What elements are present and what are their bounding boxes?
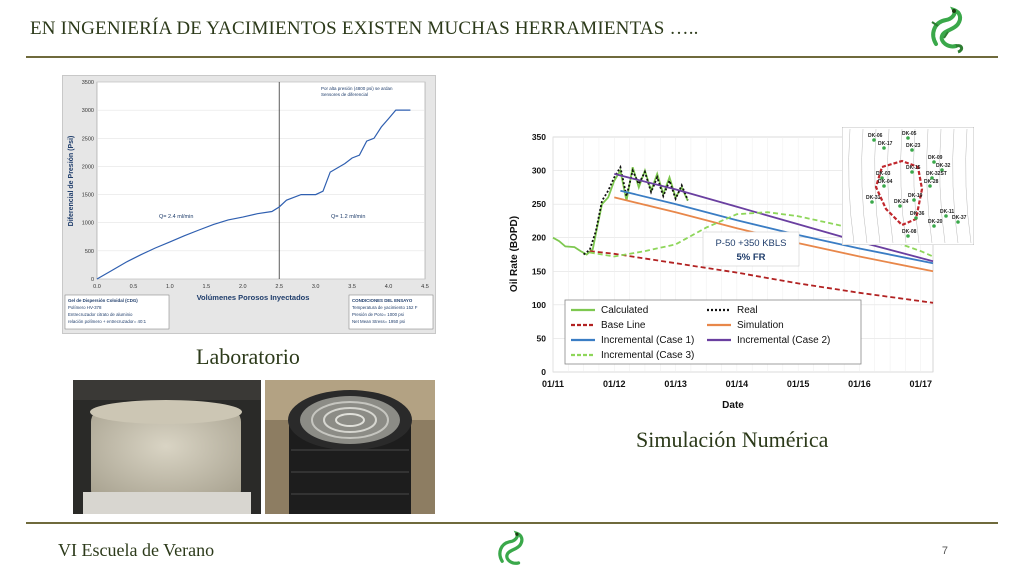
lab-y-tick: 2000 — [81, 164, 94, 171]
map-well-label: DK-37 — [952, 215, 967, 221]
sim-x-tick: 01/12 — [603, 379, 626, 389]
sim-y-tick: 350 — [531, 132, 546, 142]
footer-rule — [26, 522, 998, 524]
map-well-label: DK-11 — [940, 209, 955, 215]
map-well-label: DK-24 — [894, 199, 909, 205]
sim-y-tick: 100 — [531, 299, 546, 310]
lab-x-tick: 4.5 — [421, 284, 429, 290]
slide-title: EN INGENIERÍA DE YACIMIENTOS EXISTEN MUCHAS HERRAMIENTAS ….. — [30, 18, 699, 39]
legend-label: Base Line — [601, 320, 646, 331]
lab-x-tick: 0.0 — [93, 284, 101, 290]
sim-x-tick: 01/13 — [664, 379, 687, 389]
lab-gel-box-line: relación polímero + entrecruzador= 40:1 — [68, 319, 147, 324]
sim-y-label: Oil Rate (BOPD) — [509, 215, 520, 293]
lab-annotation-1: Por alta presión (4800 psi) se ardan — [321, 86, 393, 91]
lab-x-tick: 3.0 — [311, 284, 320, 290]
iguana-logo-icon — [926, 4, 970, 54]
lab-y-tick: 3500 — [81, 80, 94, 86]
lab-y-tick: 2500 — [81, 136, 94, 143]
map-well-label: DK-08 — [902, 229, 917, 235]
lab-pressure-chart — [62, 75, 436, 334]
map-well-label: DK-06 — [868, 133, 883, 139]
legend-label: Incremental (Case 1) — [601, 335, 695, 346]
sim-y-tick: 0 — [541, 367, 546, 377]
sim-x-tick: 01/11 — [541, 379, 565, 389]
lab-x-tick: 3.5 — [348, 284, 356, 290]
lab-annotation-2: Sensores de diferencial — [321, 92, 369, 97]
sim-legend — [565, 300, 861, 364]
lab-y-tick: 1000 — [81, 220, 94, 227]
map-well-label: DK-15 — [906, 165, 921, 171]
iguana-footer-logo-icon — [494, 526, 530, 572]
map-well-label: DK-31 — [866, 195, 881, 201]
map-well-label: DK-36 — [910, 211, 925, 217]
sim-annotation-line-2: 5% FR — [736, 252, 766, 263]
sim-y-tick: 200 — [531, 232, 546, 243]
page-number: 7 — [941, 545, 948, 557]
lab-gel-box-line: Entrecruzador citrato de aluminio — [68, 312, 133, 317]
lab-plot-area — [97, 82, 425, 279]
legend-label: Simulation — [737, 320, 784, 331]
lab-conditions-box-line: Temperatura de yacimiento 152 F — [352, 305, 418, 310]
lab-x-tick: 2.0 — [238, 284, 247, 290]
map-well-label: DK-20 — [928, 219, 943, 225]
footer-label: VI Escuela de Verano — [58, 540, 215, 560]
lab-x-label: Volúmenes Porosos Inyectados — [196, 293, 310, 302]
lab-x-tick: 1.5 — [202, 284, 211, 290]
core-sample-photo — [73, 380, 261, 514]
core-holder-photo — [265, 380, 435, 514]
lab-conditions-box-line: Net Mean Stress= 1950 psi — [352, 319, 406, 324]
lab-caption: Laboratorio — [196, 344, 300, 369]
map-well-label: DK-05 — [902, 131, 917, 137]
map-well-label: DK-32ST — [926, 171, 947, 177]
lab-conditions-box-line: Presión de Poro= 1000 psi — [352, 312, 404, 317]
legend-label: Calculated — [601, 305, 649, 316]
sim-x-tick: 01/15 — [786, 379, 810, 389]
map-well-label: DK-28 — [924, 179, 939, 185]
lab-y-label: Diferencial de Presión (Psi) — [68, 135, 75, 227]
lab-y-tick: 3000 — [81, 108, 94, 115]
map-well-label: DK-17 — [878, 141, 893, 147]
lab-q1-label: Q= 2.4 ml/min — [159, 214, 194, 220]
legend-label: Incremental (Case 3) — [601, 350, 695, 361]
lab-q2-label: Q= 1.2 ml/min — [331, 214, 366, 220]
lab-gel-box-line: Gel de Dispersión Coloidal (CDG) — [68, 298, 138, 303]
lab-y-tick: 1500 — [81, 192, 94, 199]
well-map-inset — [842, 127, 974, 245]
lab-x-tick: 4.0 — [384, 284, 393, 290]
sim-y-tick: 250 — [531, 199, 546, 210]
sim-y-tick: 300 — [531, 165, 546, 176]
map-well-label: DK-23 — [906, 143, 921, 149]
sim-x-tick: 01/17 — [909, 379, 933, 389]
legend-label: Real — [737, 305, 758, 316]
sim-y-tick: 150 — [531, 266, 546, 277]
map-well-label: DK-04 — [878, 179, 893, 185]
legend-label: Incremental (Case 2) — [737, 335, 831, 346]
map-well-label: DK-09 — [928, 155, 943, 161]
lab-conditions-box — [349, 295, 433, 329]
sim-annotation-line-1: P-50 +350 KBLS — [715, 238, 787, 249]
map-well-label: DK-19 — [908, 193, 923, 199]
sim-x-tick: 01/16 — [848, 379, 871, 389]
sim-annotation-box — [703, 232, 799, 266]
lab-gel-box-line: Polímero HV-378 — [68, 305, 102, 310]
lab-y-tick: 500 — [84, 248, 94, 255]
sim-y-tick: 50 — [536, 333, 546, 344]
lab-x-tick: 2.5 — [275, 284, 284, 290]
header-rule — [26, 56, 998, 58]
map-well-label: DK-03 — [876, 171, 891, 177]
map-well-label: DK-32 — [936, 163, 951, 169]
sim-x-tick: 01/14 — [725, 379, 749, 389]
lab-conditions-box-line: CONDICIONES DEL ENSAYO — [352, 298, 413, 303]
sim-caption: Simulación Numérica — [636, 427, 829, 452]
lab-x-tick: 0.5 — [129, 284, 138, 290]
lab-gel-box — [65, 295, 169, 329]
lab-y-tick: 0 — [90, 277, 94, 283]
lab-x-tick: 1.0 — [166, 284, 174, 290]
sim-x-label: Date — [722, 400, 744, 411]
